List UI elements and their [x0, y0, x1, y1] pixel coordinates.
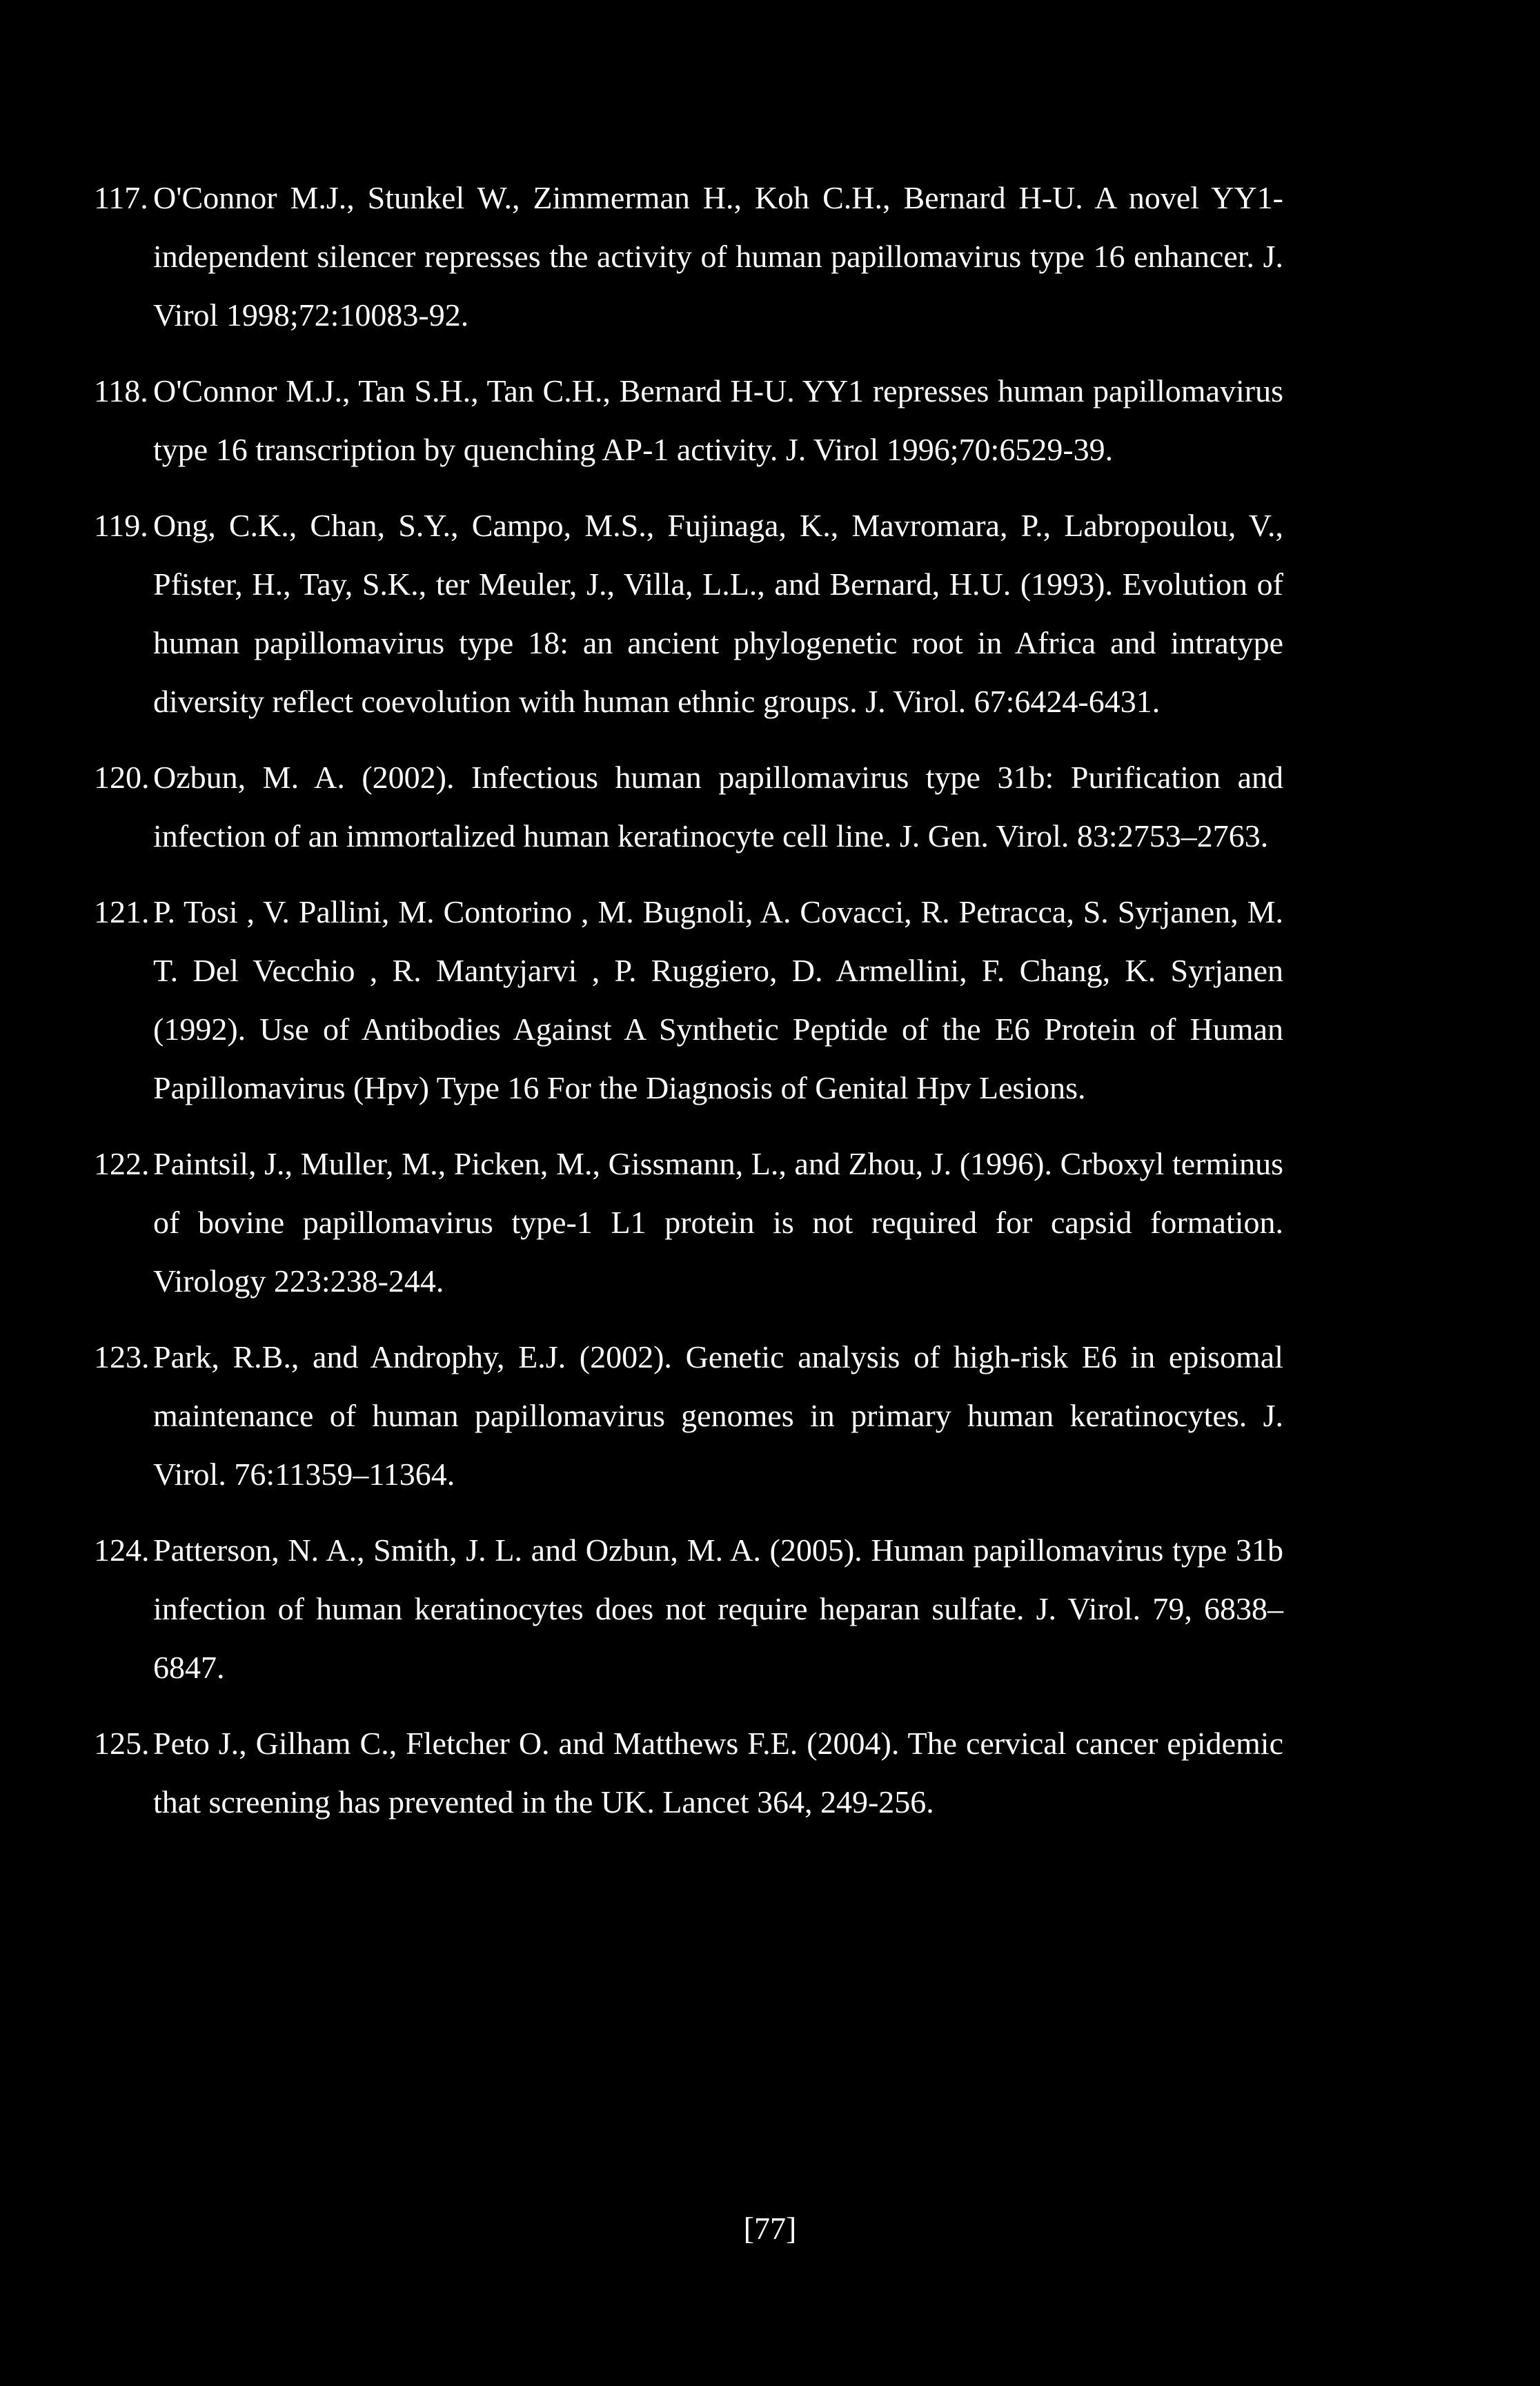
reference-number: 124.	[94, 1532, 150, 1568]
reference-number: 121.	[94, 894, 150, 929]
reference-text: Paintsil, J., Muller, M., Picken, M., Gissmann, L., and Zhou, J. (1996). Crboxyl terminus of bovine papillomavirus type-1 L1 protein is not required for capsid formation. Virology 223:238-244.	[153, 1146, 1283, 1299]
reference-text: Peto J., Gilham C., Fletcher O. and Matthews F.E. (2004). The cervical cancer epidemic that screening has prevented in the UK. Lancet 364, 249-256.	[153, 1726, 1283, 1820]
reference-number: 120.	[94, 760, 150, 795]
reference-number: 117.	[94, 180, 148, 215]
reference-text: P. Tosi , V. Pallini, M. Contorino , M. Bugnoli, A. Covacci, R. Petracca, S. Syrjanen, M. T. Del Vecchio , R. Mantyjarvi , P. Ruggiero, D. Armellini, F. Chang, K. Syrjanen (1992). Use of Antibodies Against A Synthetic Peptide of the E6 Protein of Human Papillomavirus (Hpv) Type 16 For the Diagnosis of Genital Hpv Lesions.	[153, 894, 1283, 1105]
reference-item	[94, 1134, 1283, 1310]
reference-item	[94, 883, 1283, 1117]
reference-item	[94, 1714, 1283, 1831]
reference-number: 118.	[94, 373, 148, 408]
reference-item	[94, 496, 1283, 731]
reference-item	[94, 362, 1283, 479]
reference-text: Ong, C.K., Chan, S.Y., Campo, M.S., Fujinaga, K., Mavromara, P., Labropoulou, V., Pfister, H., Tay, S.K., ter Meuler, J., Villa, L.L., and Bernard, H.U. (1993). Evolution of human papillomavirus type 18: an ancient phylogenetic root in Africa and intratype diversity reflect coevolution with human ethnic groups. J. Virol. 67:6424-6431.	[153, 508, 1283, 719]
reference-text: O'Connor M.J., Stunkel W., Zimmerman H., Koh C.H., Bernard H-U. A novel YY1-independent silencer represses the activity of human papillomavirus type 16 enhancer. J. Virol 1998;72:10083-92.	[153, 180, 1283, 333]
reference-text: O'Connor M.J., Tan S.H., Tan C.H., Bernard H-U. YY1 represses human papillomavirus type 16 transcription by quenching AP-1 activity. J. Virol 1996;70:6529-39.	[153, 373, 1283, 467]
reference-number: 125.	[94, 1726, 150, 1761]
reference-list	[94, 168, 1283, 1848]
reference-number: 123.	[94, 1339, 150, 1374]
reference-text: Ozbun, M. A. (2002). Infectious human papillomavirus type 31b: Purification and infection of an immortalized human keratinocyte cell line. J. Gen. Virol. 83:2753–2763.	[153, 760, 1283, 854]
reference-number: 122.	[94, 1146, 150, 1181]
page-number: [77]	[743, 2211, 797, 2246]
reference-item	[94, 1521, 1283, 1697]
reference-text: Park, R.B., and Androphy, E.J. (2002). Genetic analysis of high-risk E6 in episomal maintenance of human papillomavirus genomes in primary human keratinocytes. J. Virol. 76:11359–11364.	[153, 1339, 1283, 1492]
reference-number: 119.	[94, 508, 148, 543]
reference-item	[94, 168, 1283, 344]
reference-item	[94, 1328, 1283, 1503]
reference-item	[94, 748, 1283, 865]
reference-text: Patterson, N. A., Smith, J. L. and Ozbun, M. A. (2005). Human papillomavirus type 31b infection of human keratinocytes does not require heparan sulfate. J. Virol. 79, 6838–6847.	[153, 1532, 1283, 1685]
